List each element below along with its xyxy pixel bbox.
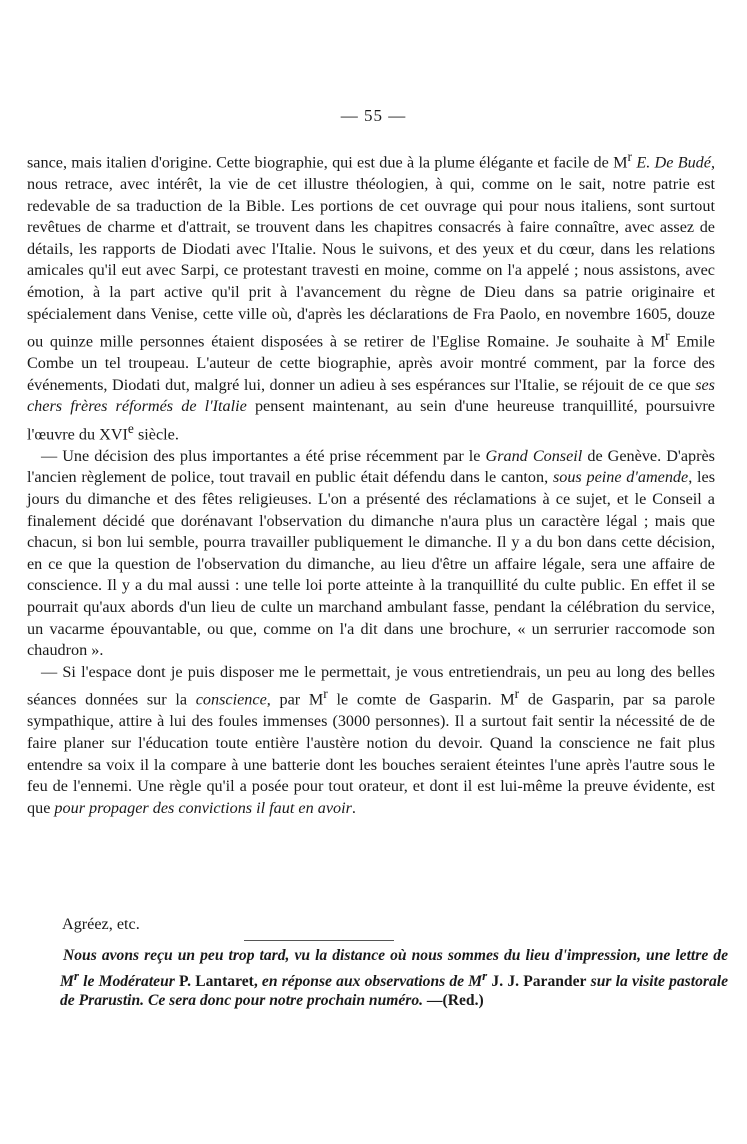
editor-signature: (Red.) [442,992,484,1010]
author-name: E. De Budé [636,153,711,172]
text-run: siècle. [133,425,179,444]
superscript: r [73,967,79,983]
text-run: en réponse aux observations de M [257,972,483,990]
text-run: sur la visite pastorale de Prarustin. Ce sera donc pour notre prochain numéro. — [60,972,728,1010]
text-run: . [351,798,356,817]
topic-word: conscience [195,690,267,709]
superscript: r [514,686,520,702]
institution-name: Grand Conseil [485,446,583,465]
text-run: Nous avons reçu un peu trop tard, vu la distance où nous sommes du lieu d'impression, une lettre de M [60,947,728,990]
text-run: , par M [266,690,324,709]
superscript: r [627,149,633,164]
person-name: P. Lantaret, [179,972,258,990]
editorial-note [60,946,728,1011]
page-number: — 55 — [340,106,407,125]
superscript: r [482,967,488,983]
text-run: de Genève. D'après l'ancien règlement de police, tout travail en public était défendu dans le canton, [27,446,715,487]
maxim: pour propager des convictions il faut en avoir [54,798,352,817]
text-run: — Une décision des plus importantes a été prise récemment par le [41,446,486,465]
text-run: le Modérateur [78,972,180,990]
text-run: , les jours du dimanche et des fêtes religieuses. L'on a présenté des réclamations à ce sujet, et le Conseil a finalement décidé que dorénavant l'observation du dimanche n'aura plus un caractère légal ; mais que chacun, si bon lui semble, pourra travailler publiquement le dimanche. Il y a du bon dans cette décision, en ce que la question de l'observation du dimanche, au lieu d'être un affaire légale, sera une affaire de conscience. Il y a du mal aussi : une telle loi porte atteinte à la tranquillité du culte public. En effet il se pourrait qu'aux abords d'un lieu de culte un marchand ambulant fasse, pendant la célébration du service, un vacarme épouvantable, ou que, comme on l'a dit dans une brochure, « un serrurier raccomode son chaudron ». [27,468,715,660]
superscript: r [323,686,328,702]
paragraph-grand-conseil [27,446,715,662]
paragraph-gasparin [27,662,715,820]
text-run: de Gasparin, par sa parole sympathique, attire à lui des foules immenses (3000 personnes). Il a surtout fait sentir la nécessité de de faire planer sur l'éducation toute entière l'austère notion du devoir. Quand la conscience ne fait plus entendre sa voix il la compare à une batterie dont les bouches seraient éteintes l'une après l'autre sous le feu de l'ennemi. Une règle qu'il a posée pour tout orateur, et dont il est lui-même la preuve évidente, est que [27,690,716,817]
text-run: Emile Combe un tel troupeau. L'auteur de cette biographie, après avoir montré comment, par la force des événements, Diodati dut, malgré lui, donner un adieu à ses espérances sur l'Italie, se réjouit de ce que [27,332,715,394]
text-run: — Si l'espace dont je puis disposer me le permettait, je vous entretiendrais, un peu au long des belles séances données sur la [27,662,715,709]
legal-phrase: sous peine d'amende [552,468,689,487]
article-body [27,146,715,819]
quotation: ses chers frères réformés de l'Italie [27,375,715,416]
text-run: le comte de Gasparin. M [327,690,515,709]
paragraph-diodati-biography [27,146,715,446]
superscript: e [127,420,134,436]
superscript: r [665,328,670,344]
person-name: J. J. Parander [487,972,587,990]
closing-salutation: Agréez, etc. [62,915,140,933]
text-run: pensent maintenant, au sein d'une heureuse tranquillité, poursuivre l'œuvre du XVI [27,397,715,444]
text-run: sance, mais italien d'origine. Cette biographie, qui est due à la plume élégante et facile de M [27,153,628,172]
text-run: , nous retrace, avec intérêt, la vie de cet illustre théologien, à qui, comme on le sait, notre patrie est redevable de sa traduction de la Bible. Les portions de cet ouvrage qui pour nous italiens, sont surtout revêtues de charme et d'attrait, se trouvent dans les chapitres consacrés à faire connaître, avec assez de détails, les rapports de Diodati avec l'Italie. Nous le suivons, et des yeux et du cœur, dans les relations amicales qu'il eut avec Sarpi, ce protestant travesti en moine, comme on l'a appelé ; nous assistons, avec émotion, à la part active qu'il prit à l'avancement du règne de Dieu dans sa patrie originaire et spécialement dans Venise, cette ville où, d'après les déclarations de Fra Paolo, en novembre 1605, douze ou quinze mille personnes étaient disposées à se retirer de l'Eglise Romaine. Je souhaite à M [27,153,716,351]
separator-rule [244,940,394,941]
